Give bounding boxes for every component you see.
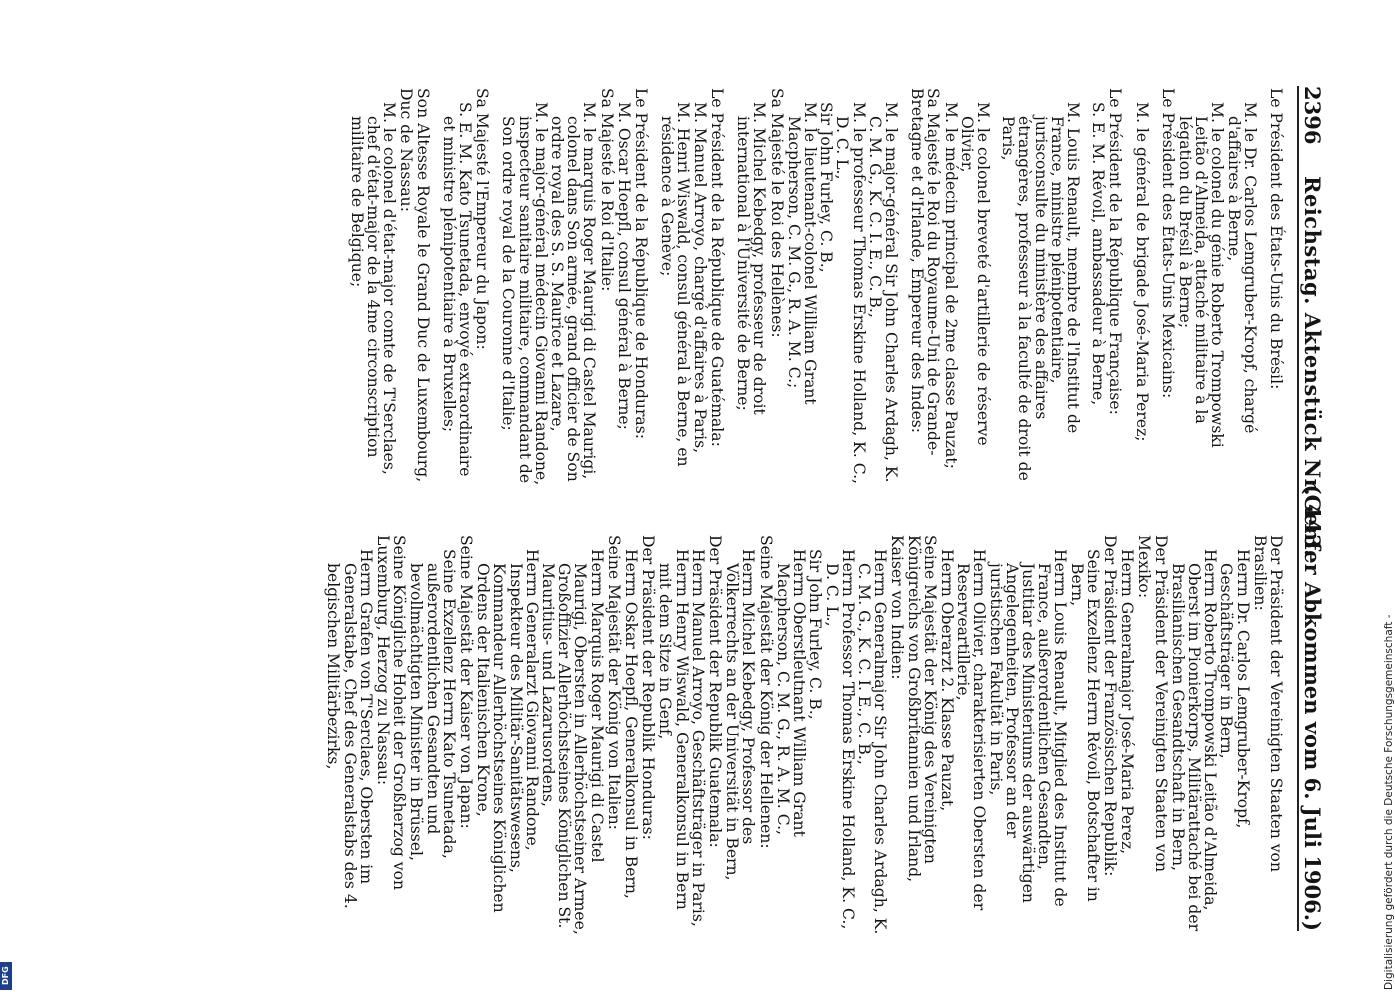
party-heading: Son Altesse Royale le Grand Duc de Luxembourg, Duc de Nassau: xyxy=(397,88,432,483)
dfg-logo: DFG xyxy=(0,962,12,990)
plenipotentiary-entry: Sir John Furley, C. B., xyxy=(806,549,825,720)
party-heading: Le Président des États-Unis du Brésil: xyxy=(1267,88,1285,390)
plenipotentiary-entry: M. le colonel du génie Roberto Trompowski Leitão d'Almeida, attaché militaire à la légation du Brésil à Berne; xyxy=(1175,102,1227,448)
party-heading: Le Président des États-Unis Mexicains: xyxy=(1158,88,1177,399)
plenipotentiary-entry: M. Oscar Hoepfl, consul général à Berne; xyxy=(614,102,633,430)
party-heading: Der Präsident der Französischen Republik: xyxy=(1100,535,1119,877)
plenipotentiary-entry: Herrn Olivier, charakterisierten Obersten der Reserveartillerie, xyxy=(954,549,989,911)
party-heading: Der Präsident der Vereinigten Staaten von Brasilien: xyxy=(1250,535,1285,872)
party-heading: Sa Majesté le Roi d'Italie: xyxy=(597,88,616,292)
header-title: Reichstag. Aktenstück Nr. 443. xyxy=(1300,176,1325,557)
party-heading: Sa Majesté le Roi des Hellènes: xyxy=(767,88,786,338)
plenipotentiary-entry: Herrn Dr. Carlos Lemgruber-Kropf, Geschäftsträger in Bern, xyxy=(1217,549,1252,829)
plenipotentiary-entry: M. le Dr. Carlos Lemgruber-Kropf, chargé d'affaires à Berne, xyxy=(1224,102,1259,434)
plenipotentiary-entry: M. le marquis Roger Maurigi di Castel Maurigi, colonel dans Son armée, grand officier de Son ordre royal des S. S. Maurice et Lazare, xyxy=(548,102,599,482)
plenipotentiary-entry: Sir John Furley, C. B., xyxy=(817,102,836,273)
plenipotentiary-entry: Herrn Marquis Roger Maurigi di Castel Maurigi, Obersten in Allerhöchstseiner Armee, Großoffizier Allerhöchstseines Königlichen St. Mauritius- und Lazarusordens, xyxy=(539,549,606,935)
plenipotentiary-entry: M. Michel Kebedgy, professeur de droit international à l'Université de Berne; xyxy=(734,102,769,415)
party-heading: Seine Majestät der König von Italien: xyxy=(604,535,623,830)
party-heading: Le Président de la République de Guatémala: xyxy=(707,88,726,447)
plenipotentiary-entry: M. le colonel d'état-major comte de T'Serclaes, chef d'état-major de la 4me circonscription militaire de Belgique; xyxy=(347,102,399,475)
paragraph-gap xyxy=(1258,88,1267,488)
page-number: 2396 xyxy=(1300,86,1325,145)
party-heading: Le Président de la République Française: xyxy=(1106,88,1125,415)
plenipotentiary-entry: M. le professeur Thomas Erskine Holland, K. C., D. C. L., xyxy=(833,102,868,484)
plenipotentiary-entry: M. le général de brigade José-Maria Perez; xyxy=(1132,102,1151,442)
german-column xyxy=(325,535,1285,935)
plenipotentiary-entry: Herrn Manuel Arroyo, Geschäftsträger in Paris, xyxy=(688,549,707,927)
plenipotentiary-entry: Herrn Grafen von T'Serclaes, Obersten im Generalstabe, Chef des Generalstabs des 4. belgischen Militärbezirks, xyxy=(324,549,375,909)
party-heading: Seine Königliche Hoheit der Großherzog von Luxemburg, Herzog zu Nassau: xyxy=(374,535,409,891)
plenipotentiary-entry: Herrn Oberarzt 2. Klasse Pauzat, xyxy=(937,549,956,812)
plenipotentiary-entry: M. le colonel breveté d'artillerie de réserve Olivier, xyxy=(957,102,992,446)
party-heading: Le Président de la République de Honduras: xyxy=(632,88,651,439)
plenipotentiary-entry: Seine Exzellenz Herrn Révoil, Botschafter in Bern, xyxy=(1067,549,1102,902)
plenipotentiary-entry: M. Manuel Arroyo, chargé d'affaires à Paris, xyxy=(690,102,709,454)
plenipotentiary-entry: M. le médecin principal de 2me classe Pauzat; xyxy=(941,102,960,469)
plenipotentiary-entry: Herrn Oskar Hoepfl, Generalkonsul in Bern, xyxy=(622,549,641,899)
party-heading: Sa Majesté l'Empereur du Japon: xyxy=(473,88,492,350)
plenipotentiary-entry: Herrn Henry Wiswald, Generalkonsul in Bern mit dem Sitze in Genf, xyxy=(656,549,691,910)
paragraph-gap xyxy=(1150,88,1159,488)
party-heading: Der Präsident der Vereinigten Staaten von Mexiko: xyxy=(1135,535,1170,872)
header-subtitle: (Genfer Abkommen vom 6. Juli 1906.) xyxy=(1300,484,1325,931)
plenipotentiary-entry: Seine Exzellenz Herrn Kato Tsunetada, außerordentlichen Gesandten und bevollmächtigten Minister in Brüssel, xyxy=(407,549,458,861)
page-header xyxy=(1297,86,1325,931)
paragraph-gap xyxy=(899,88,908,488)
plenipotentiary-entry: Herrn Generalmajor Sir John Charles Ardagh, K. C. M. G., K. C. I. E., C. B., xyxy=(854,549,890,935)
french-column xyxy=(349,88,1285,488)
plenipotentiary-entry: M. le lieutenant-colonel William Grant Macpherson, C. M. G., R. A. M. C.; xyxy=(784,102,819,405)
party-heading: Der Präsident der Republik Honduras: xyxy=(639,535,658,840)
plenipotentiary-entry: Herrn Oberstleutnant William Grant Macpherson, C. M. G., R. A. M. C., xyxy=(773,549,809,837)
plenipotentiary-entry: Herrn Michel Kebedgy, Professor des Völkerrechts an der Universität in Bern, xyxy=(723,549,758,881)
plenipotentiary-entry: Herrn Generalmajor José-Maria Perez, xyxy=(1118,549,1137,855)
party-heading: Seine Majestät der König des Vereinigten Königreichs von Großbritannien und Irland, Kaiser von Indien: xyxy=(888,535,939,883)
digitization-note: Digitalisierung gefördert durch die Deutsche Forschungsgemeinschaft - xyxy=(1383,614,1395,990)
plenipotentiary-entry: M. Louis Renault, membre de l'Institut de France, ministre plénipotentiaire, jurisconsulte du ministère des affaires étrangères, professeur à la faculté de droit de Paris, xyxy=(999,102,1082,481)
plenipotentiary-entry: S. E. M. Révoil, ambassadeur à Berne, xyxy=(1089,102,1108,406)
plenipotentiary-entry: M. Henri Wiswald, consul général à Berne, en résidence à Genève; xyxy=(658,102,693,467)
plenipotentiary-entry: M. le major-général médecin Giovanni Randone, inspecteur sanitaire militaire, commandant de Son ordre royal de la Couronne d'Italie; xyxy=(499,102,550,486)
plenipotentiary-entry: M. le major-général Sir John Charles Ardagh, K. C. M. G., K. C. I. E., C. B., xyxy=(865,102,900,483)
party-heading: Der Präsident der Republik Guatemala: xyxy=(706,535,725,848)
plenipotentiary-entry: Herrn Professor Thomas Erskine Holland, K. C., D. C. L., xyxy=(822,549,857,930)
plenipotentiary-entry: Herrn Louis Renault, Mitglied des Institut de France, außerordentlichen Gesandten, Justitiar des Ministeriums der auswärtigen Angelegenheiten, Professor an der juristischen Fakultät in Paris, xyxy=(986,549,1070,907)
party-heading: Sa Majesté le Roi du Royaume-Uni de Grande-Bretagne et d'Irlande, Empereur des Indes: xyxy=(908,88,943,456)
party-heading: Seine Majestät der Kaiser von Japan: xyxy=(457,535,476,829)
party-heading: Seine Majestät der König der Hellenen: xyxy=(756,535,775,849)
plenipotentiary-entry: S. E. M. Kato Tsunetada, envoyé extraordinaire et ministre plénipotentiaire à Bruxelles; xyxy=(439,102,475,477)
plenipotentiary-entry: Herrn Roberto Trompowski Leitão d'Almeida, Oberst im Pionierkorps, Militärattaché bei der Brasilianischen Gesandtschaft in Bern, xyxy=(1168,549,1220,932)
plenipotentiary-entry: Herrn Generalarzt Giovanni Randone, Inspekteur des Militär-Sanitätswesens, Kommandeur Allerhöchstseines Königlichen Ordens der Italienischen Krone, xyxy=(474,549,541,913)
